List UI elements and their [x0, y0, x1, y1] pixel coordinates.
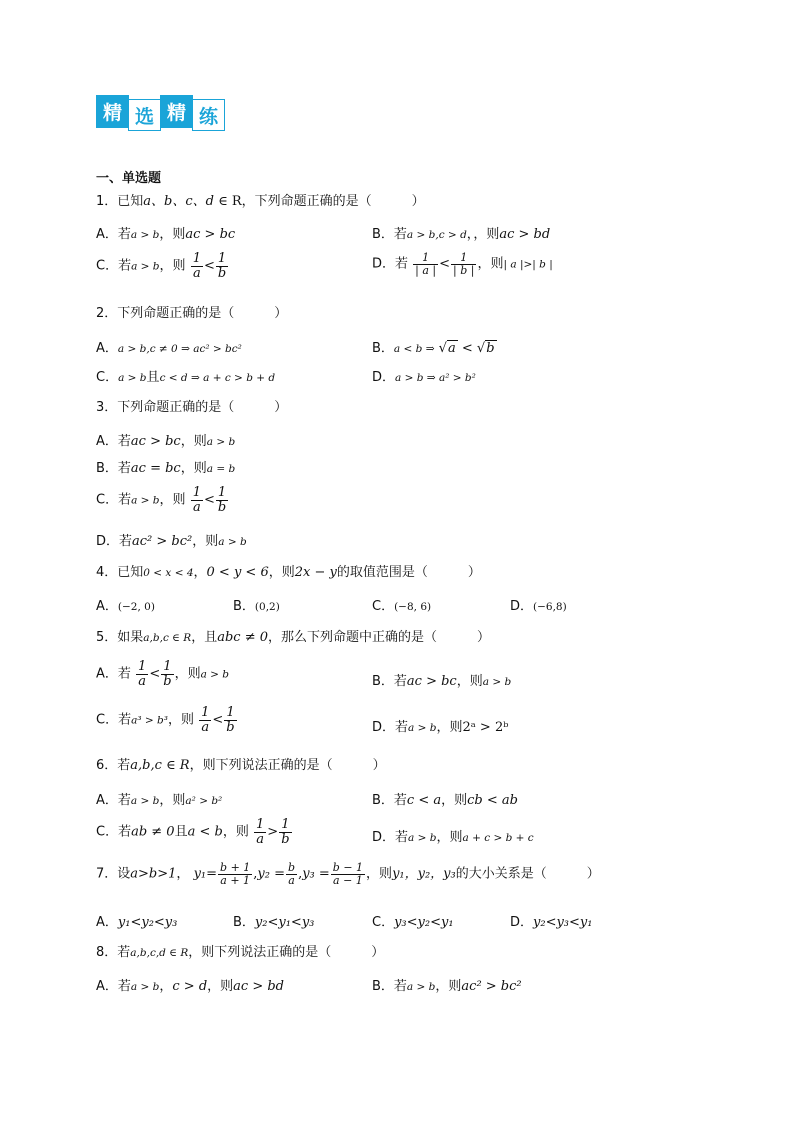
badge-char-4: 练	[192, 99, 225, 131]
fraction: $\frac{1}{b}$	[163, 659, 172, 689]
q3-stem: 3．下列命题正确的是（ ）	[96, 400, 288, 415]
q6-option-a[interactable]: A．若a > b，则a² > b²	[96, 793, 223, 808]
badge-char-3: 精	[160, 95, 193, 128]
q6-stem: 6．若a,b,c ∈ R，则下列说法正确的是（ ）	[96, 758, 386, 773]
q8-option-b[interactable]: B．若a > b，则ac² > bc²	[372, 979, 522, 994]
q7-option-a[interactable]: A．y₁<y₂<y₃	[96, 915, 178, 930]
badge-char-2: 选	[128, 99, 161, 131]
q4-option-c[interactable]: C．(−8, 6)	[372, 599, 432, 614]
q7-option-c[interactable]: C．y₃<y₂<y₁	[372, 915, 454, 930]
header-badge	[96, 95, 224, 133]
q7-stem: 7．设a>b>1， y₁= $\frac{b + 1}{a + 1}$ ,y₂ = $\frac{b}{a}$ ,y₃ = $\frac{b - 1}{a - 1}$ ，则y₁，y₂，y₃的大小关系是（ ）	[96, 861, 600, 887]
fraction: $\frac{b + 1}{a + 1}$	[220, 861, 251, 887]
fraction: $\frac{1}{b}$	[217, 485, 227, 515]
fraction: $\frac{1}{a}$	[256, 817, 265, 847]
q5-option-c[interactable]: C．若a³ > b³，则 $\frac{1}{a}$ < $\frac{1}{b}$	[96, 705, 235, 735]
q7-option-b[interactable]: B．y₂<y₁<y₃	[233, 915, 315, 930]
q7-option-d[interactable]: D．y₂<y₃<y₁	[510, 915, 593, 930]
q4-option-d[interactable]: D．(−6,8)	[510, 599, 567, 614]
badge-char-1: 精	[96, 95, 129, 128]
fraction: $\frac{b - 1}{a - 1}$	[332, 861, 364, 887]
q3-option-a[interactable]: A．若ac > bc，则a > b	[96, 434, 236, 449]
q1-option-b[interactable]: B．若a > b,c > d，，则ac > bd	[372, 227, 551, 242]
fraction: $\frac{b}{a}$	[288, 861, 296, 887]
fraction: $\frac{1}{b}$	[226, 705, 235, 735]
q1-option-a[interactable]: A．若a > b，则ac > bc	[96, 227, 236, 242]
q4-stem: 4．已知0 < x < 4，0 < y < 6，则2x − y的取值范围是（ ）	[96, 565, 481, 580]
q3-option-d[interactable]: D．若ac² > bc²，则a > b	[96, 534, 247, 549]
q5-stem: 5．如果a,b,c ∈ R，且abc ≠ 0，那么下列命题中正确的是（ ）	[96, 630, 491, 645]
q2-option-b[interactable]: B．a < b ⇒ √a < √b	[372, 341, 495, 356]
fraction: $\frac{1}{a}$	[138, 659, 147, 689]
fraction: $\frac{1}{b}$	[217, 251, 227, 281]
fraction: $\frac{1}{| b |}$	[453, 251, 475, 277]
q6-option-d[interactable]: D．若a > b，则a + c > b + c	[372, 830, 534, 845]
q2-option-c[interactable]: C．a > b且c < d ⇒ a + c > b + d	[96, 370, 276, 385]
q8-option-a[interactable]: A．若a > b，c > d，则ac > bd	[96, 979, 285, 994]
q1-stem: 1．已知a、b、c、d ∈ R，下列命题正确的是（ ）	[96, 194, 425, 209]
q2-option-d[interactable]: D．a > b ⇒ a² > b²	[372, 370, 476, 385]
q4-option-b[interactable]: B．(0,2)	[233, 599, 280, 614]
q6-option-c[interactable]: C．若ab ≠ 0且a < b，则 $\frac{1}{a}$ > $\frac{1}{b}$	[96, 817, 290, 847]
fraction: $\frac{1}{| a |}$	[415, 251, 437, 277]
q2-option-a[interactable]: A．a > b,c ≠ 0 ⇒ ac² > bc²	[96, 341, 242, 356]
section-title: 一、单选题	[96, 171, 162, 186]
q8-stem: 8．若a,b,c,d ∈ R，则下列说法正确的是（ ）	[96, 945, 385, 960]
q5-option-a[interactable]: A．若 $\frac{1}{a}$ < $\frac{1}{b}$ ，则a > b	[96, 659, 230, 689]
fraction: $\frac{1}{a}$	[192, 485, 201, 515]
q2-stem: 2．下列命题正确的是（ ）	[96, 306, 288, 321]
q1-option-d[interactable]: D．若 $\frac{1}{| a |}$ < $\frac{1}{| b |}$ ，则| a |>| b |	[372, 251, 553, 277]
q5-option-b[interactable]: B．若ac > bc，则a > b	[372, 674, 512, 689]
q5-option-d[interactable]: D．若a > b，则2ᵃ > 2ᵇ	[372, 720, 509, 735]
q1-option-c[interactable]: C．若a > b，则 $\frac{1}{a}$ < $\frac{1}{b}$	[96, 251, 227, 281]
q3-option-c[interactable]: C．若a > b，则 $\frac{1}{a}$ < $\frac{1}{b}$	[96, 485, 227, 515]
q6-option-b[interactable]: B．若c < a，则cb < ab	[372, 793, 518, 808]
fraction: $\frac{1}{b}$	[281, 817, 290, 847]
fraction: $\frac{1}{a}$	[201, 705, 210, 735]
q4-option-a[interactable]: A．(−2, 0)	[96, 599, 155, 614]
q3-option-b[interactable]: B．若ac = bc，则a = b	[96, 461, 236, 476]
fraction: $\frac{1}{a}$	[192, 251, 201, 281]
